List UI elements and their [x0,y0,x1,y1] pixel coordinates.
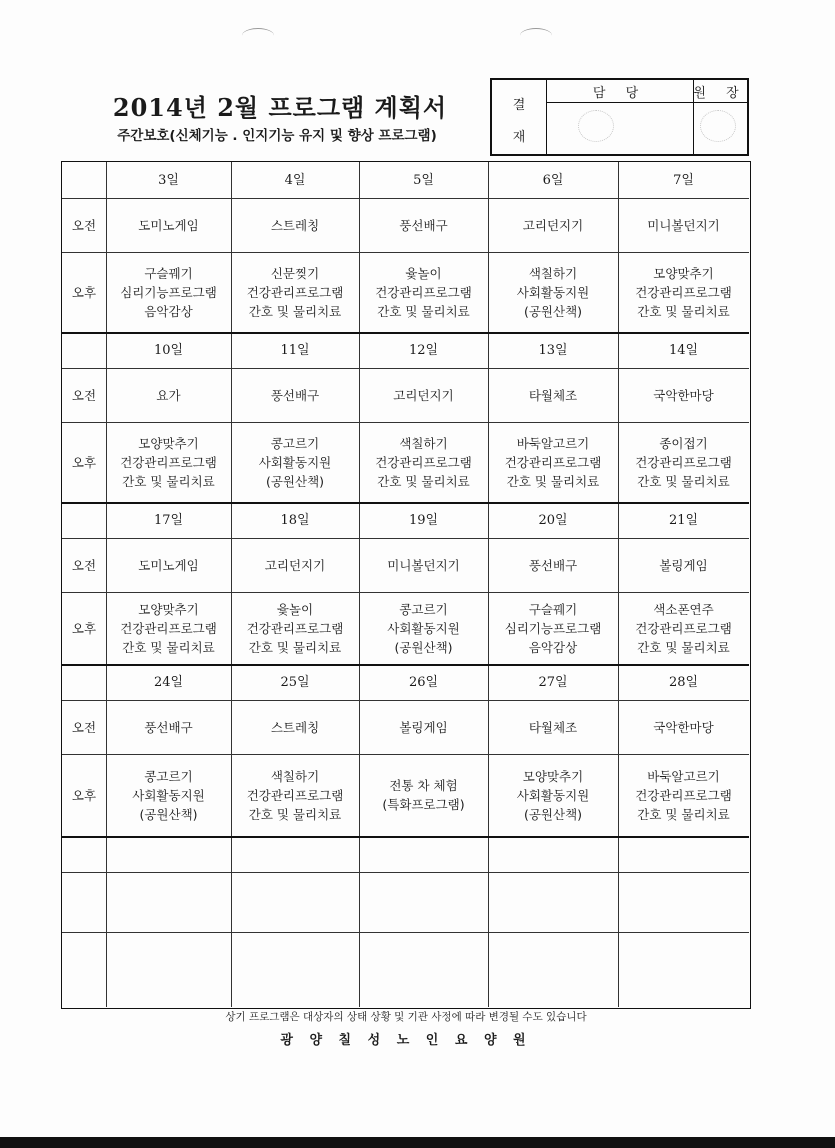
program-line: (공원산책) [139,806,198,822]
date-cell: 14일 [668,342,699,358]
program-line: 사회활동지원 [132,787,205,803]
program-line: 간호 및 물리치료 [637,473,730,489]
program-line: 간호 및 물리치료 [248,806,342,822]
footer-note: 상기 프로그램은 대상자의 상태 상황 및 기관 사정에 따라 변경될 수도 있습니다 [225,1011,587,1023]
afternoon-program-cell [106,592,231,664]
date-cell: 24일 [153,674,184,690]
afternoon-program-cell [488,754,618,836]
approval-divider [693,80,694,154]
morning-program-cell: 고리던지기 [393,387,454,403]
date-cell: 26일 [408,674,439,690]
program-line: 종이접기 [659,435,708,451]
program-line: 간호 및 물리치료 [637,806,730,822]
program-line: 사회활동지원 [516,787,590,803]
afternoon-program-cell [106,252,231,332]
approval-role-manager: 담 당 [592,86,647,101]
program-line: 건강관리프로그램 [375,454,472,470]
program-line: 모양맞추기 [138,435,199,451]
row-label-afternoon: 오후 [71,621,97,636]
program-line: 간호 및 물리치료 [377,303,470,319]
program-line: 음악감상 [144,303,193,319]
program-line: 사회활동지원 [387,620,460,636]
date-cell: 10일 [153,342,184,358]
afternoon-program-cell [488,592,618,664]
date-cell: 18일 [280,512,310,528]
morning-program-cell: 볼링게임 [399,719,448,735]
program-line: 바둑알고르기 [516,435,590,451]
program-line: 간호 및 물리치료 [637,639,730,655]
date-cell: 6일 [542,172,564,188]
program-line: 전통 차 체험 [389,778,458,793]
afternoon-program-cell [231,422,359,502]
program-line: (공원산책) [523,303,583,319]
row-label-morning: 오전 [71,218,97,233]
approval-label-top: 결 [512,98,526,113]
program-line: 건강관리프로그램 [635,454,732,470]
afternoon-program-cell [231,592,359,664]
morning-program-cell: 타월체조 [528,719,578,735]
program-line: 건강관리프로그램 [635,284,732,300]
program-line: 간호 및 물리치료 [637,303,730,319]
program-line: 색칠하기 [399,435,448,451]
program-line: 색칠하기 [528,265,578,281]
signature-stamp [578,110,614,142]
morning-program-cell: 국악한마당 [653,719,714,735]
date-cell: 21일 [668,512,699,528]
punch-hole-mark [520,28,552,43]
program-line: 건강관리프로그램 [375,284,472,300]
afternoon-program-cell [618,754,749,836]
program-line: 음악감상 [528,639,578,655]
program-line: 심리기능프로그램 [120,284,217,300]
approval-box [490,78,749,156]
program-line: 건강관리프로그램 [120,454,217,470]
program-line: 간호 및 물리치료 [506,473,600,489]
program-line: 건강관리프로그램 [246,787,344,803]
weekly-schedule-table [61,161,751,1009]
program-line: 건강관리프로그램 [120,620,217,636]
row-divider [62,836,749,838]
program-line: 건강관리프로그램 [635,787,732,803]
approval-role-director: 원 장 [693,86,747,101]
date-cell: 20일 [538,512,568,528]
afternoon-program-cell [618,422,749,502]
row-divider [62,872,749,873]
morning-program-cell: 풍선배구 [270,387,320,403]
row-divider [62,932,749,933]
morning-program-cell: 스트레칭 [270,217,320,233]
date-cell: 13일 [538,342,568,358]
date-cell: 4일 [284,172,306,188]
date-cell: 7일 [673,172,694,188]
afternoon-program-cell [618,252,749,332]
date-cell: 17일 [153,512,184,528]
program-line: 건강관리프로그램 [246,620,344,636]
program-line: 모양맞추기 [138,601,199,617]
scan-edge-bar [0,1137,835,1148]
morning-program-cell: 도미노게임 [138,557,199,573]
row-label-morning: 오전 [71,720,97,735]
afternoon-program-cell [106,422,231,502]
program-line: 간호 및 물리치료 [122,639,215,655]
row-label-afternoon: 오후 [71,788,97,803]
approval-role-row [546,80,747,103]
date-cell: 28일 [668,674,699,690]
afternoon-program-cell [618,592,749,664]
document-title: 2014년 2월 프로그램 계획서 [112,93,448,122]
afternoon-program-cell [359,592,488,664]
program-line: 콩고르기 [144,768,193,784]
program-line: 사회활동지원 [258,454,332,470]
morning-program-cell: 풍선배구 [528,557,578,573]
row-label-morning: 오전 [71,388,97,403]
program-line: 구슬꿰기 [528,601,578,617]
afternoon-program-cell [231,252,359,332]
program-line: 간호 및 물리치료 [122,473,215,489]
program-line: (공원산책) [394,639,453,655]
program-line: 콩고르기 [399,601,448,617]
document-subtitle: 주간보호(신체기능 . 인지기능 유지 및 향상 프로그램) [117,128,437,144]
afternoon-program-cell [488,252,618,332]
program-line: 간호 및 물리치료 [377,473,470,489]
morning-program-cell: 스트레칭 [270,719,320,735]
morning-program-cell: 타월체조 [528,387,578,403]
program-line: 모양맞추기 [522,768,584,784]
date-cell: 3일 [158,172,179,188]
date-cell: 5일 [413,172,434,188]
program-line: (공원산책) [265,473,325,489]
program-line: 모양맞추기 [653,265,714,281]
afternoon-program-cell [231,754,359,836]
approval-label-column [492,80,547,154]
program-line: 사회활동지원 [516,284,590,300]
program-line: (특화프로그램) [382,797,465,812]
date-cell: 25일 [280,674,310,690]
morning-program-cell: 풍선배구 [399,217,448,233]
morning-program-cell: 국악한마당 [653,387,714,403]
date-cell: 19일 [408,512,439,528]
morning-program-cell: 볼링게임 [659,557,708,573]
morning-program-cell: 풍선배구 [144,719,193,735]
program-line: 윷놀이 [405,265,442,281]
program-line: 건강관리프로그램 [504,454,602,470]
program-line: 심리기능프로그램 [504,620,602,636]
organization-name: 광 양 칠 성 노 인 요 양 원 [280,1033,532,1048]
program-line: 색칠하기 [270,768,320,784]
program-line: (공원산책) [523,806,583,822]
afternoon-program-cell [106,754,231,836]
program-line: 구슬꿰기 [144,265,193,281]
signature-stamp [700,110,736,142]
program-line: 신문찢기 [270,265,320,281]
program-line: 윷놀이 [276,601,314,617]
morning-program-cell: 고리던지기 [522,217,584,233]
date-cell: 11일 [280,342,310,358]
program-line: 색소폰연주 [653,601,714,617]
approval-label-bottom: 재 [512,130,526,145]
row-label-afternoon: 오후 [71,285,97,300]
program-line: 바둑알고르기 [647,768,720,784]
morning-program-cell: 미니볼던지기 [647,217,720,233]
morning-program-cell: 요가 [156,387,181,403]
afternoon-program-cell [359,252,488,332]
morning-program-cell: 고리던지기 [264,557,326,573]
afternoon-program-cell [359,754,488,836]
date-cell: 27일 [538,674,568,690]
program-line: 간호 및 물리치료 [248,639,342,655]
afternoon-program-cell [488,422,618,502]
row-label-morning: 오전 [71,558,97,573]
program-line: 건강관리프로그램 [246,284,344,300]
afternoon-program-cell [359,422,488,502]
morning-program-cell: 도미노게임 [138,217,199,233]
program-line: 콩고르기 [270,435,320,451]
punch-hole-mark [242,28,274,43]
row-label-afternoon: 오후 [71,455,97,470]
program-line: 간호 및 물리치료 [248,303,342,319]
date-cell: 12일 [408,342,439,358]
morning-program-cell: 미니볼던지기 [387,557,460,573]
program-line: 건강관리프로그램 [635,620,732,636]
